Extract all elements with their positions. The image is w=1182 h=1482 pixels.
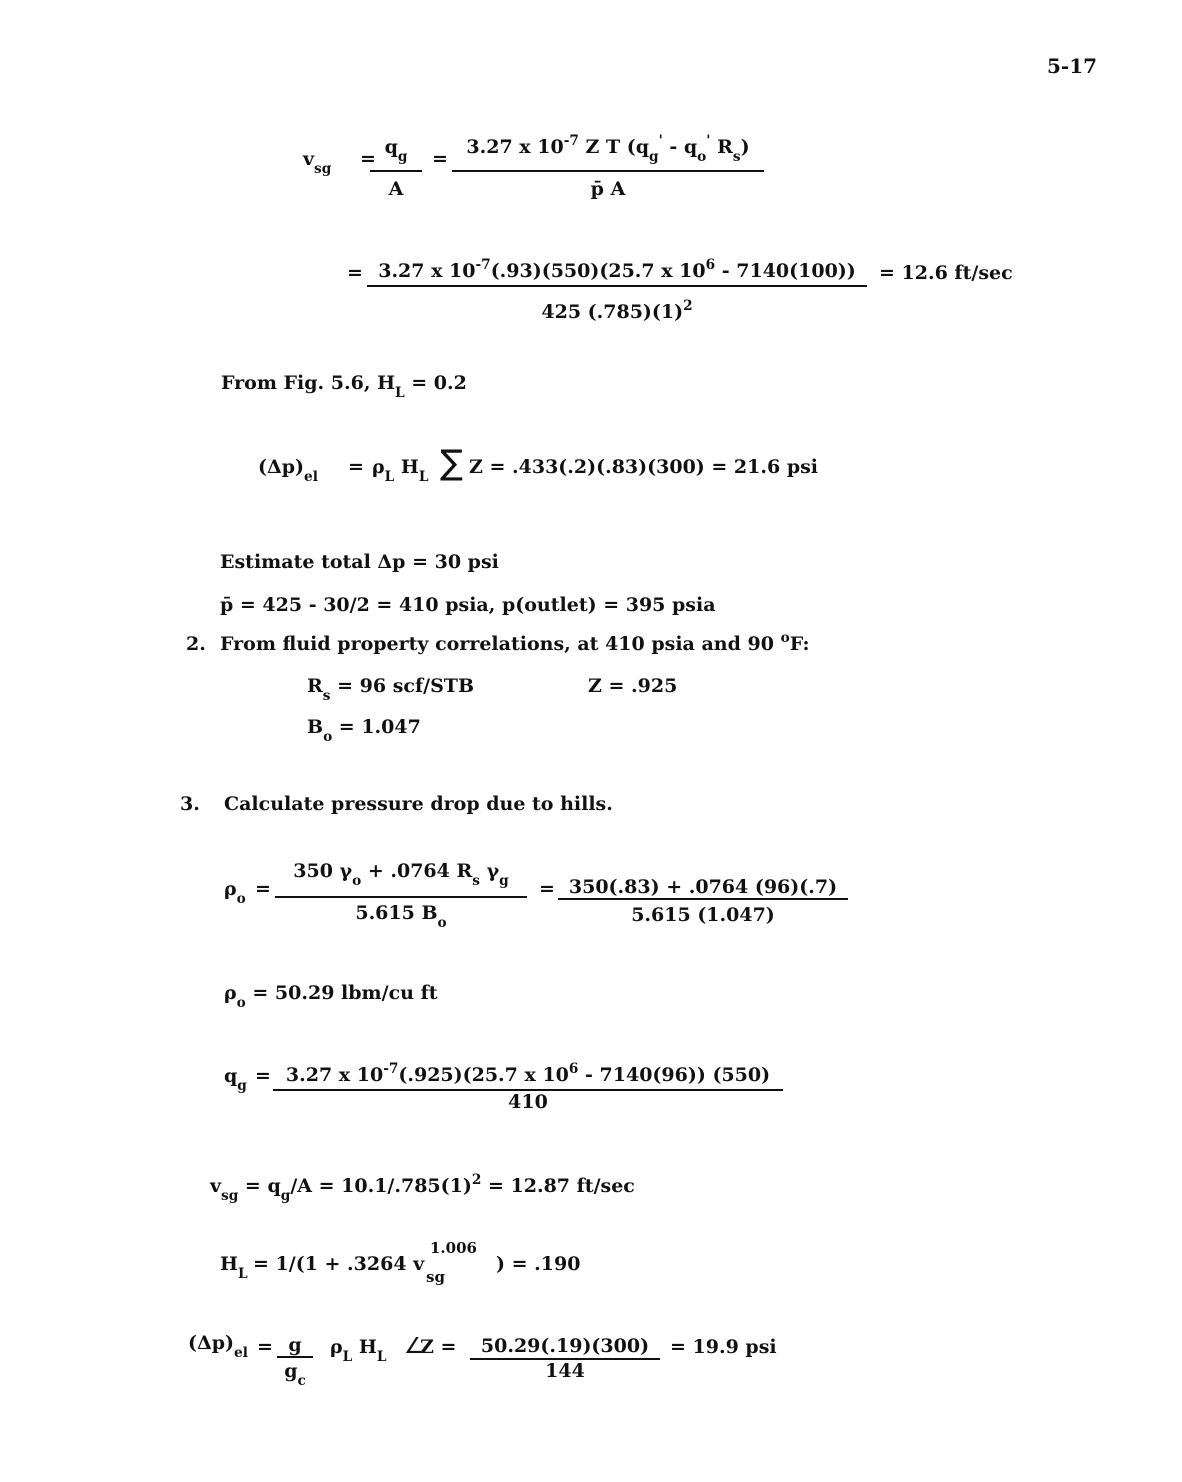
fraction-vsg-numeric: 3.27 x $10^{-7}(.93)(550)(25.7$ x $10^6 - 7140(100)$) 425 $(.785)(1)^2$ xyxy=(367,248,867,328)
equals-sign: = xyxy=(360,148,376,170)
hl-v-subscript: sg xyxy=(426,1268,445,1286)
bo-value: $B_o = 1.047$ xyxy=(307,716,421,745)
hl-formula-a: = 1/(1 + .3264 v xyxy=(253,1253,425,1275)
equals-sign: = xyxy=(255,1065,271,1087)
equals-sign: = xyxy=(348,456,364,478)
vsg-calculation: $v_{sg} = q_g/A = 10.1/.785(1)^2 = 12.87$ ft/sec xyxy=(210,1172,635,1204)
equals-sign: = xyxy=(539,878,555,900)
dp-el-result: = 19.9 psi xyxy=(670,1336,777,1358)
hl-exponent: 1.006 xyxy=(430,1239,477,1257)
rs-value: $R_s = 96$ scf/STB xyxy=(307,675,475,704)
fraction-vsg-general: 3.27 x $10^{-7}$ Z T ($q_g' - q_o'$ $R_s$) p̄ A xyxy=(452,132,764,202)
from-fig-line: From Fig. 5.6, $H_L = 0.2$ xyxy=(221,372,467,401)
dp-el-lhs: $(\Delta p)_{el}$ xyxy=(188,1332,248,1361)
pbar-line: p̄ = 425 - 30/2 = 410 psia, p(outlet) = 395 psia xyxy=(220,594,716,616)
fraction-g-over-gc: g $g_c$ xyxy=(277,1326,313,1392)
summation-icon: ∑ xyxy=(440,443,463,483)
fraction-qg: 3.27 x $10^{-7}(.925)(25.7$ x $10^6 - 7140(96)$) (550) 410 xyxy=(273,1050,783,1120)
equals-sign: = xyxy=(432,148,448,170)
equals-sign: = xyxy=(257,1336,273,1358)
hl-lhs: $H_L$ xyxy=(220,1253,248,1282)
rho-o-value: $\rho_o = 50.29$ lbm/cu ft xyxy=(224,982,438,1011)
estimate-line: Estimate total Δp = 30 psi xyxy=(220,551,499,573)
dp-el-lhs: $(\Delta p)_{el}$ xyxy=(258,456,318,485)
angle-icon: ∠ xyxy=(404,1334,424,1359)
dp-el-calculation: Z = .433(.2)(.83)(300) = 21.6 psi xyxy=(469,456,819,478)
vsg-lhs: $v_{sg}$ xyxy=(303,148,332,177)
equals-sign: = xyxy=(347,262,363,284)
rho-l-hl: $\rho_L$ $H_L$ xyxy=(330,1336,387,1365)
page-number: 5-17 xyxy=(1047,54,1098,78)
step-3-text: Calculate pressure drop due to hills. xyxy=(224,793,613,815)
hl-formula-b: ) = .190 xyxy=(496,1253,581,1275)
vsg-result: = 12.6 ft/sec xyxy=(879,262,1013,284)
fraction-rho-o-numeric: 350(.83) + .0764 (96)(.7) 5.615 (1.047) xyxy=(558,856,848,936)
z-value: Z = .925 xyxy=(588,675,678,697)
fraction-dp-el-numeric: 50.29(.19)(300) 144 xyxy=(470,1326,660,1392)
equals-sign: = xyxy=(255,878,271,900)
step-2-number: 2. xyxy=(186,633,206,655)
z-equals: Z = xyxy=(420,1336,457,1358)
qg-lhs: $q_g$ xyxy=(224,1065,247,1094)
rho-l-hl: $\rho_L$ $H_L$ xyxy=(372,456,429,485)
fraction-rho-o-general: 350 $\gamma_o + .0764$ $R_s$ $\gamma_g$ 5.615 $B_o$ xyxy=(275,856,527,936)
fraction-qg-over-a: $q_g$ A xyxy=(370,132,422,202)
step-3-number: 3. xyxy=(180,793,200,815)
step-2-text: From fluid property correlations, at 410 psia and 90 $^o$F: xyxy=(220,630,810,655)
rho-o-lhs: $\rho_o$ xyxy=(224,878,246,907)
